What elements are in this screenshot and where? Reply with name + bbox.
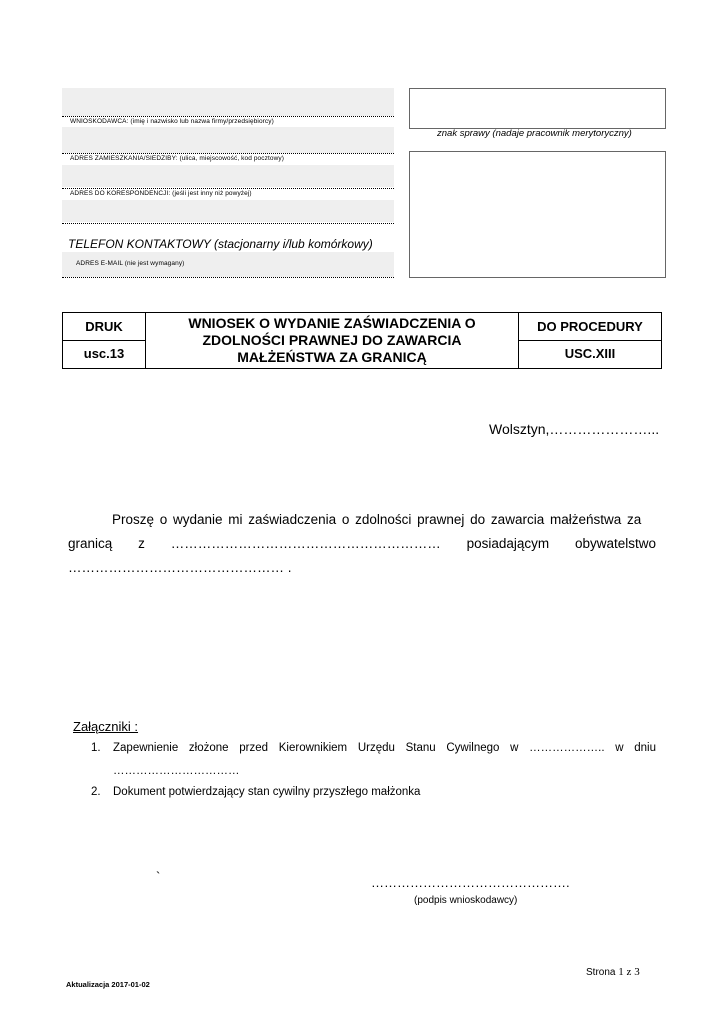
applicant-name-field[interactable]	[62, 88, 394, 128]
place-date[interactable]: Wolsztyn,…………………...	[489, 421, 660, 437]
update-date: Aktualizacja 2017-01-02	[66, 980, 150, 989]
form-label: DRUK	[85, 319, 123, 334]
phone-label: TELEFON KONTAKTOWY (stacjonarny i/lub komórkowy)	[68, 237, 373, 251]
page-total: 3	[634, 966, 640, 978]
attachment-item-1-date-blank[interactable]: ……………………………	[113, 765, 240, 777]
signature-caption: (podpis wnioskodawcy)	[414, 895, 518, 906]
attachment-item-1-text: Zapewnienie złożone przed Kierownikiem Urzędu Stanu Cywilnego w ……………….. w dniu	[113, 742, 656, 754]
signature-line[interactable]: ……………………………………….	[371, 875, 570, 890]
page-prefix: Strona	[586, 967, 616, 978]
page-sep: z	[626, 966, 632, 978]
email-label: ADRES E-MAIL (nie jest wymagany)	[76, 260, 185, 267]
applicant-name-label: WNIOSKODAWCA: (imię i nazwisko lub nazwa firmy/przedsiębiorcy)	[70, 118, 274, 125]
request-word-obywatelstwo: obywatelstwo	[574, 536, 656, 551]
form-code: usc.13	[83, 346, 125, 361]
procedure-label: DO PROCEDURY	[537, 319, 643, 334]
request-word-posiadajacym: posiadającym	[466, 536, 550, 551]
form-header-table	[62, 312, 662, 369]
partner-name-blank[interactable]: ……………………………………………………	[170, 536, 441, 551]
form-title-line2: ZDOLNOŚCI PRAWNEJ DO ZAWARCIA	[202, 332, 462, 348]
citizenship-blank[interactable]: ………………………………………… .	[68, 560, 292, 575]
attachment-item-2-num: 2.	[91, 786, 101, 798]
case-number-box[interactable]	[409, 88, 666, 129]
case-number-caption: znak sprawy (nadaje pracownik merytoryczny)	[437, 128, 632, 139]
applicant-address-field[interactable]	[62, 153, 394, 193]
page-number	[586, 966, 640, 978]
request-line2	[68, 536, 656, 551]
attachment-item-2-text: Dokument potwierdzający stan cywilny przyszłego małżonka	[113, 786, 421, 798]
request-word-granica: granicą	[68, 536, 113, 551]
correspondence-address-label: ADRES DO KORESPONDENCJI: (jeśli jest inny niż powyżej)	[70, 190, 252, 197]
phone-email-field[interactable]	[62, 252, 394, 278]
form-title-line1: WNIOSEK O WYDANIE ZAŚWIADCZENIA O	[188, 315, 476, 331]
stray-mark: `	[156, 869, 161, 884]
attachment-item-1-num: 1.	[91, 742, 101, 754]
form-title-line3: MAŁŻEŃSTWA ZA GRANICĄ	[237, 349, 427, 365]
request-line1: Proszę o wydanie mi zaświadczenia o zdolności prawnej do zawarcia małżeństwa za	[112, 512, 642, 527]
registry-stamp-box[interactable]	[409, 151, 666, 278]
correspondence-address-field[interactable]	[62, 188, 394, 228]
attachments-heading: Załączniki :	[73, 719, 139, 734]
page-current: 1	[618, 966, 624, 978]
procedure-code: USC.XIII	[564, 346, 616, 361]
request-word-z: z	[138, 536, 145, 551]
applicant-address-label: ADRES ZAMIESZKANIA/SIEDZIBY: (ulica, miejscowość, kod pocztowy)	[70, 155, 284, 162]
